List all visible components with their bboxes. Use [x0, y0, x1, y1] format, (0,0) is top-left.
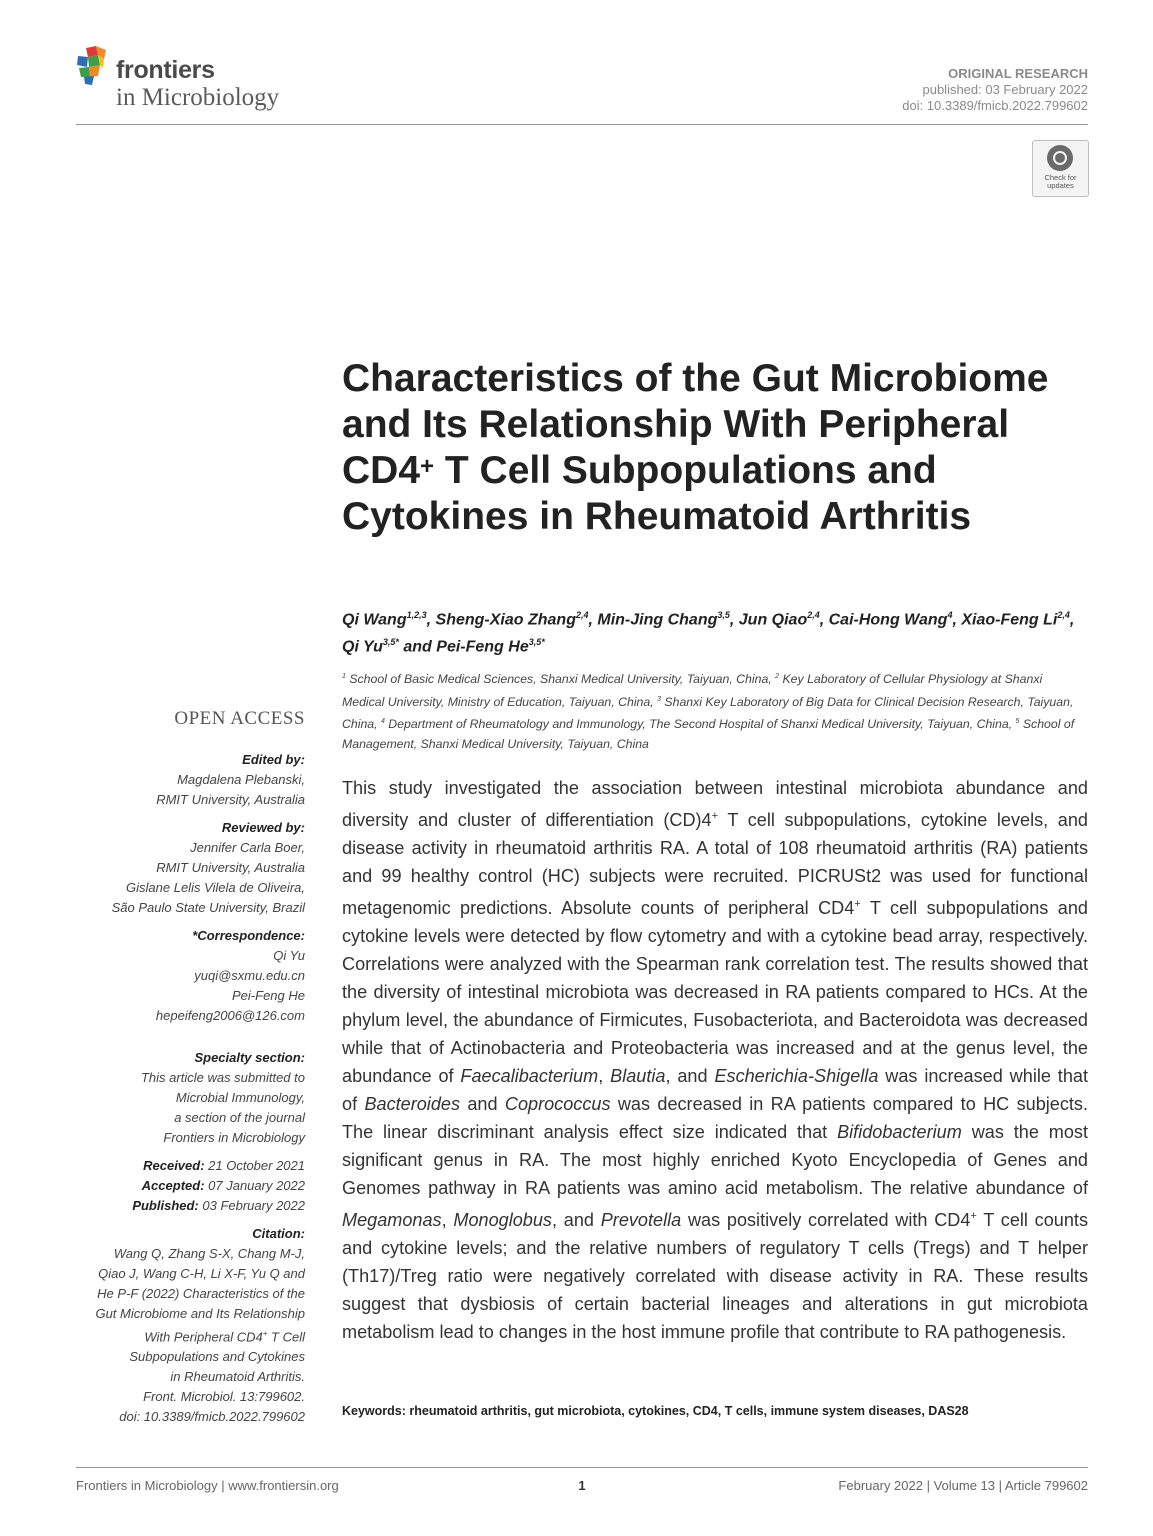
- check-updates-icon: [1047, 145, 1073, 171]
- abstract: This study investigated the association between intestinal microbiota abundance and diversity and cluster of differentiation (CD)4+ T cell subpopulations, cytokine levels, and disease activity in rheumatoid arthritis RA. A total of 108 rheumatoid arthritis (RA) patients and 99 healthy control (HC) subjects were recruited. PICRUSt2 was used for functional metagenomic predictions. Absolute counts of peripheral CD4+ T cell subpopulations and cytokine levels were detected by flow cytometry and with a cytokine bead array, respectively. Correlations were analyzed with the Spearman rank correlation test. The results showed that the diversity of intestinal microbiota was decreased in RA patients compared to HCs. At the phylum level, the abundance of Firmicutes, Fusobacteriota, and Bacteroidota was decreased while that of Actinobacteria and Proteobacteria was increased and at the genus level, the abundance of Faecalibacterium, Blautia, and Escherichia-Shigella was increased while that of Bacteroides and Coprococcus was decreased in RA patients compared to HC subjects. The linear discriminant analysis effect size indicated that Bifidobacterium was the most significant genus in RA. The most highly enriched Kyoto Encyclopedia of Genes and Genomes pathway in RA patients was amino acid metabolism. The relative abundance of Megamonas, Monoglobus, and Prevotella was positively correlated with CD4+ T cell counts and cytokine levels; and the relative numbers of regulatory T cells (Tregs) and T helper (Th17)/Treg ratio were negatively correlated with disease activity in RA. These results suggest that dysbiosis of certain bacterial lineages and alterations in gut microbiota metabolism lead to changes in the host immune profile that contribute to RA pathogenesis.: [342, 778, 1089, 1343]
- specialty-line: This article was submitted to: [140, 1070, 305, 1085]
- author-separator: ,: [1069, 611, 1075, 629]
- journal-name: in Microbiology: [116, 84, 280, 111]
- citation-line: He P-F (2022) Characteristics of the: [97, 1286, 305, 1301]
- citation-doi[interactable]: doi: 10.3389/fmicb.2022.799602: [119, 1409, 305, 1425]
- author-affiliation-marker: 1,2,3: [406, 610, 427, 620]
- correspondent-email[interactable]: yuqi@sxmu.edu.cn: [194, 968, 305, 983]
- edited-by-section: [76, 750, 305, 810]
- citation-line: Wang Q, Zhang S-X, Chang M-J,: [113, 1246, 305, 1261]
- reviewer-line: RMIT University, Australia: [156, 860, 305, 875]
- author-affiliation-marker: 2,4: [1057, 610, 1070, 620]
- author-name[interactable]: Pei-Feng He: [436, 638, 529, 656]
- affiliation-number: 4: [380, 718, 385, 726]
- author-separator: ,: [729, 611, 739, 629]
- citation-line: With Peripheral CD4+ T Cell: [144, 1329, 305, 1345]
- affiliation-number: 2: [775, 673, 780, 680]
- correspondence-label: *Correspondence:: [192, 928, 305, 943]
- doi-link[interactable]: doi: 10.3389/fmicb.2022.799602: [902, 98, 1088, 113]
- author-separator: and: [398, 638, 437, 656]
- footer-divider: [76, 1467, 1088, 1468]
- correspondent-email[interactable]: hepeifeng2006@126.com: [155, 1008, 305, 1023]
- frontiers-logo-icon: [76, 46, 112, 86]
- citation-line: Subpopulations and Cytokines: [129, 1349, 305, 1365]
- citation-line: Front. Microbiol. 13:799602.: [143, 1389, 305, 1405]
- citation-label: Citation:: [252, 1226, 305, 1241]
- specialty-label: Specialty section:: [194, 1050, 305, 1065]
- author-name[interactable]: Jun Qiao: [738, 611, 808, 629]
- specialty-line: Frontiers in Microbiology: [163, 1130, 305, 1145]
- published-date: Published: 03 February 2022: [132, 1198, 305, 1213]
- article-type: ORIGINAL RESEARCH: [948, 66, 1088, 81]
- affiliation-number: 3: [657, 695, 661, 703]
- received-date: Received: 21 October 2021: [143, 1158, 305, 1173]
- page-number: 1: [578, 1478, 586, 1493]
- author-name[interactable]: Xiao-Feng Li: [961, 611, 1058, 629]
- author-name[interactable]: Qi Wang: [342, 611, 407, 629]
- reviewer-line: Jennifer Carla Boer,: [190, 840, 305, 855]
- article-title: Characteristics of the Gut Microbiome and Its Relationship With Peripheral CD4+ T Cell Subpopulations and Cytokines in Rheumatoid Arthritis: [342, 357, 1049, 538]
- journal-logo: [76, 46, 326, 118]
- correspondent-name: Pei-Feng He: [232, 988, 305, 1003]
- affiliation-text: Key Laboratory of Cellular Physiology at Shanxi Medical University, Ministry of Education, Taiyuan, China,: [342, 672, 1043, 709]
- author-name[interactable]: Qi Yu: [342, 638, 383, 656]
- affiliation-text: School of Basic Medical Sciences, Shanxi Medical University, Taiyuan, China,: [345, 672, 776, 687]
- reviewed-by-label: Reviewed by:: [221, 820, 305, 835]
- citation-line: in Rheumatoid Arthritis.: [170, 1369, 305, 1385]
- specialty-line: Microbial Immunology,: [175, 1090, 305, 1105]
- edited-by-line: Magdalena Plebanski,: [177, 772, 305, 787]
- reviewer-line: São Paulo State University, Brazil: [111, 900, 305, 915]
- author-separator: ,: [588, 611, 598, 629]
- accepted-date: Accepted: 07 January 2022: [141, 1178, 305, 1193]
- citation-line: Qiao J, Wang C-H, Li X-F, Yu Q and: [98, 1266, 305, 1281]
- edited-by-label: Edited by:: [242, 752, 305, 767]
- author-affiliation-marker: 4: [947, 610, 953, 620]
- affiliation-text: Shanxi Key Laboratory of Big Data for Clinical Decision Research, Taiyuan, China,: [342, 694, 1074, 732]
- dates-section: [76, 1156, 305, 1216]
- affiliation-text: School of Management, Shanxi Medical University, Taiyuan, China: [342, 717, 1075, 751]
- reviewer-line: Gislane Lelis Vilela de Oliveira,: [126, 880, 305, 895]
- author-name[interactable]: Sheng-Xiao Zhang: [435, 611, 576, 629]
- citation-line: Gut Microbiome and Its Relationship: [95, 1306, 305, 1321]
- author-separator: ,: [426, 611, 436, 629]
- article-sidebar: [76, 750, 305, 1435]
- author-affiliation-marker: 3,5*: [382, 637, 399, 648]
- specialty-line: a section of the journal: [174, 1110, 305, 1125]
- affiliation-number: 1: [342, 673, 346, 680]
- check-for-updates-button[interactable]: [1032, 140, 1089, 197]
- author-affiliation-marker: 3,5: [717, 610, 730, 620]
- correspondence-section: [76, 926, 305, 1026]
- published-date: published: 03 February 2022: [922, 82, 1088, 97]
- author-affiliation-marker: 2,4: [807, 610, 820, 620]
- reviewed-by-section: [76, 818, 305, 918]
- edited-by-line: RMIT University, Australia: [156, 792, 305, 807]
- citation-section: [76, 1224, 305, 1427]
- author-affiliation-marker: 3,5*: [528, 637, 545, 648]
- footer-article-info: February 2022 | Volume 13 | Article 799602: [838, 1478, 1088, 1493]
- specialty-section: [76, 1048, 305, 1148]
- author-list: [342, 604, 1082, 659]
- footer-journal-link[interactable]: Frontiers in Microbiology | www.frontiersin.org: [76, 1478, 339, 1493]
- affiliation-number: 5: [1015, 718, 1020, 726]
- author-name[interactable]: Min-Jing Chang: [597, 611, 718, 629]
- author-separator: ,: [819, 611, 829, 629]
- affiliations: [342, 667, 1082, 754]
- affiliation-text: Department of Rheumatology and Immunology, The Second Hospital of Shanxi Medical University, Taiyuan, China,: [384, 717, 1016, 732]
- author-name[interactable]: Cai-Hong Wang: [828, 611, 948, 629]
- article-meta-header: [902, 66, 1088, 114]
- check-updates-label: Check for updates: [1044, 173, 1077, 190]
- brand-name: frontiers: [116, 56, 215, 84]
- author-affiliation-marker: 2,4: [575, 610, 589, 620]
- author-separator: ,: [952, 611, 962, 629]
- correspondent-name: Qi Yu: [273, 948, 305, 963]
- keywords: Keywords: rheumatoid arthritis, gut microbiota, cytokines, CD4, T cells, immune system diseases, DAS28: [342, 1404, 969, 1418]
- header-divider: [76, 124, 1088, 125]
- open-access-label: OPEN ACCESS: [174, 708, 305, 729]
